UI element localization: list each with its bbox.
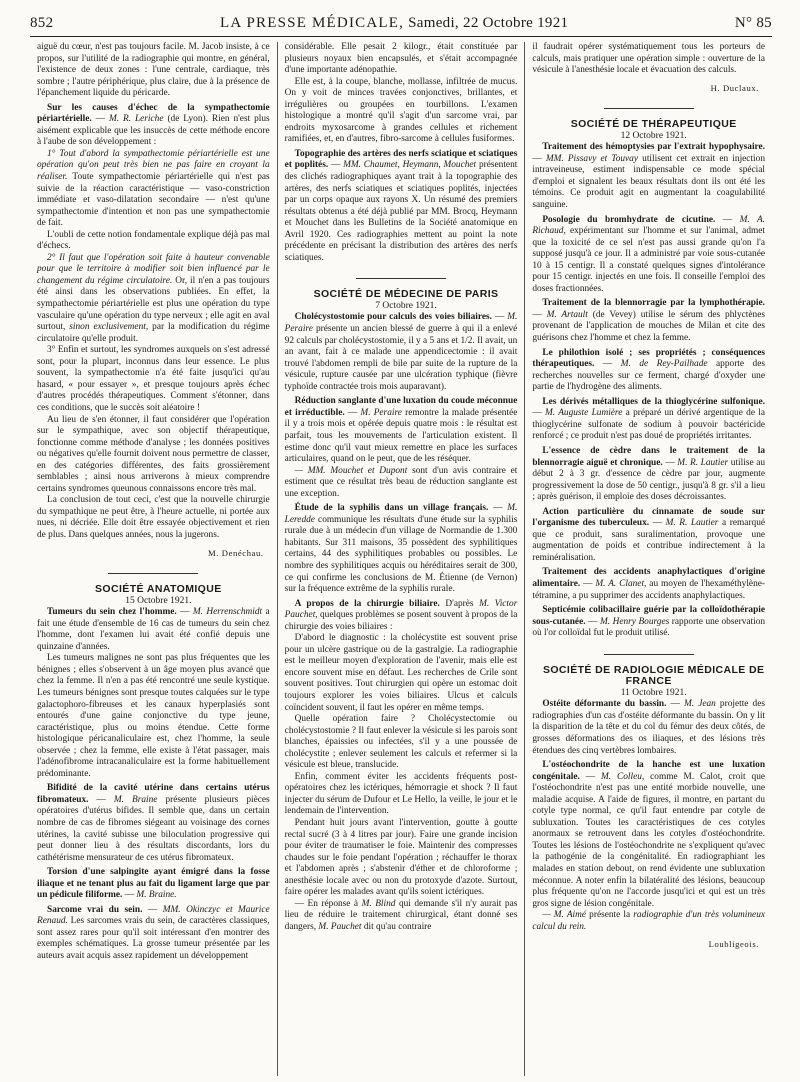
- paragraph: Quelle opération faire ? Cholécystectomie ou cholécystostomie ? Il faut enlever la vésicule si les parois sont blanches, épaissies ou infectées, s'il y a une poussée de cholécystite ; enlever seulement les calculs et refermer si la vésicule est bleue, translucide.: [284, 714, 518, 771]
- emphasis: radiographie d'un très volumineux calcul du rein.: [532, 910, 766, 932]
- communication-title: Action particulière du cinnamate de soude sur l'organisme des tuberculeux.: [532, 506, 766, 529]
- paragraph: Elle est, à la coupe, blanche, mollasse, infiltrée de mucus. On y voit de minces travées conjonctives, brillantes, et irrégulières ou groupées en tourbillons. L'examen histologique a montré qu'il s'agit d'un sarcome vrai, par endroits myxosarcome à grandes cellules et richement ramifiées, et, en d'autres, fibro-sarcome à cellules fusiformes.: [284, 76, 518, 145]
- communication-text: communique les résultats d'une étude sur la syphilis rurale due à un médecin d'un village de Normandie de 1.300 habitants. Sur 311 maisons, 35 possèdent des syphilitiques certains, 44 des syphilitiques probables ou possibles. Le nombre des syphilitiques acquis ou héréditaires serait de 300, ce qui confirme les conclusions de M. Étienne (de Vernon) sur la fréquence extrême de la syphilis rurale.: [284, 514, 518, 595]
- signature: Loubligeois.: [708, 939, 760, 950]
- paragraph-text: Or, il n'en a pas toujours été ainsi dans les observations publiées. En effet, la sympathectomie périartérielle est plus une opération du type vasculaire qu'une opération du type nerveux ; elle agit en aval surtout,: [37, 275, 270, 333]
- communication-title: Tumeurs du sein chez l'homme.: [47, 607, 177, 618]
- communication-title: Traitement des accidents anaphylactiques d'origine alimentaire.: [532, 567, 766, 589]
- communication-sarcome: Sarcome vrai du sein. — MM. Okinczyc et Maurice Renaud. Les sarcomes vrais du sein, de caractères classiques, sont assez rares pour qu'il soit intéressant d'en montrer des exemples schématiques. La grosse tumeur présentée par les auteurs avait acquis assez rapidement un développement: [37, 904, 270, 962]
- paragraph-text: qui demande s'il n'y aurait pas lieu de réduire le traitement chirurgical, étant donné ses dangers,: [284, 898, 518, 932]
- section-divider: [108, 573, 198, 574]
- paragraph: Les tumeurs malignes ne sont pas plus fréquentes que les bénignes ; elles s'observent à un âge moyen plus avancé que chez la femme. Il n'en a pas été rencontré une seule kystique. Les tumeurs bénignes sont presque toutes calquées sur le type galactophoro-fibreuses et les canaux hyperplasiés sont entourés d'une gaine conjonctive du type jeune, caractéristique, plus ou moins étendue. Cette forme histologique péricanaliculaire est, chez l'homme, la seule observée ; chez la femme, elle existe à l'état passager, mais l'adénofibrome intracanaliculaire est la forme habituellement prédominante.: [37, 653, 270, 779]
- paragraph: considérable. Elle pesait 2 kilogr., était constituée par plusieurs noyaux bien encapsulés, et s'était accompagnée d'une importante adénopathie.: [284, 42, 518, 76]
- communication-text: présente un ancien blessé de guerre à qui il a enlevé 92 calculs par cholécystostomie, il y a 5 ans et 1/2. Il avait, un an avant, fait à ce malade une appendicectomie : il avait trouvé l'abdomen rempli de bile par suite de la rupture de la vésicule, rupture causée par une ulcération typhique (fièvre typhoïde contractée trois mois auparavant).: [284, 324, 518, 392]
- communication-text: présentent des clichés radiographiques ayant trait à la topographie des artères, des nerfs sciatiques et sciatiques poplités, injectées par un corps opaque aux rayons X. Un résumé des premiers résultats obtenus a été déjà publié par MM. Brocq, Heymann et Mouchet dans les Bulletins de la Société anatomique en Avril 1920. Ces radiographies mettent au point la note précédente en précisant la distribution des artères des nerfs sciatiques.: [284, 160, 518, 263]
- paragraph-text: par la modification du régime circulatoire qu'elle produit.: [37, 322, 270, 344]
- communication-author: MM. Pissavy et Touvay: [545, 153, 639, 164]
- communication-text: quelques problèmes se posent souvent à propos de la chirurgie des voies biliaires :: [284, 610, 518, 632]
- article-columns: [30, 42, 772, 1076]
- communication-topographie: Topographie des artères des nerfs sciatique et sciatiques et poplités. — MM. Chaumet, Heymann, Mouchet présentent des clichés radiographiques ayant trait à la topographie des artères, des nerfs sciatiques et sciatiques poplités, injectées par un corps opaque aux rayons X. Un résumé des premiers résultats obtenus a été déjà publié par MM. Brocq, Heymann et Mouchet dans les Bulletins de la Société anatomique en Avril 1920. Ces radiographies mettent au point la note précédente en précisant la distribution des artères des nerfs sciatiques.: [284, 148, 518, 263]
- page-header: [30, 10, 772, 37]
- paragraph-text: sont d'un avis contraire et estiment que ce résultat très beau de réduction sanglante est une exception.: [284, 465, 518, 499]
- signature: H. Duclaux.: [710, 82, 760, 93]
- communication-text: comme M. Calot, croit que l'ostéochondrite n'est pas une entité morbide nouvelle, une maladie acquise. A l'aide de figures, il montre, en partant du cotyle type normal, ce qu'il faut entendre par cotyle de subluxation. Toutes les caractéristiques de ces cotyles anormaux se retrouvent dans les cotyles d'ostéochondrite. Toutes les lésions de l'ostéochondrite ne s'expliquent qu'avec la pathogénie de la congénitalité. En radiographiant les malades en station debout, on rend évidente une subluxation méconnue. A noter enfin la bilatéralité des lésions, beaucoup plus fréquente qu'on ne l'accorde jusqu'ici et qui est un très gros signe de lésion congénitale.: [532, 771, 766, 909]
- communication-luxation: Réduction sanglante d'une luxation du coude méconnue et irréductible. — M. Peraire remontre la malade présentée il y a trois mois et opérée depuis quatre mois : le résultat est parfait, tous les mouvements de l'articulation existent. Il estime donc qu'il vaut mieux remettre en place les surfaces articulaires, quand on le peut, que de les réséquer.: [284, 396, 518, 465]
- paragraph-text: dit qu'au contraire: [363, 921, 432, 932]
- communication-cinnamate: Action particulière du cinnamate de soude sur l'organisme des tuberculeux. — M. R. Lautier a remarqué que ce produit, sans suralimentation, provoque une augmentation de poids et contribue indirectement à la reminéralisation.: [532, 506, 766, 563]
- communication-text: utilise au début 2 à 3 gr. d'essence de cèdre par jour, augmente progressivement la dose de 50 centigr., jusqu'à 8 gr. s'il a lieu ; après guérison, il emploie des doses décroissantes.: [532, 457, 766, 503]
- communication-text: présente plusieurs pièces opératoires d'utérus bifides. Il semble que, dans un certain nombre de cas de fibromes siégeant au voisinage des cornes utérines, la cavité subisse une biloculation progressive qui peut donner lieu à des résultats discordants, lors du cathétérisme mensurateur de ces utérus fibromateux.: [37, 794, 270, 863]
- communication-title: Posologie du bromhydrate de cicutine.: [542, 214, 716, 225]
- paragraph: il faudrait opérer systématiquement tous les porteurs de calculs, mais pratiquer une opération simple : ouverture de la vésicule à l'anesthésie locale et évacuation des calculs.: [532, 42, 766, 76]
- communication-title: L'ostéochondrite de la hanche est une luxation congénitale.: [532, 760, 766, 782]
- paragraph-text: Toute sympathectomie périartérielle qui n'est pas suivie de la réaction caractéristique — vaso-constriction immédiate et vaso-dilatation secondaire — n'est qu'une sympathectomie d'intention et non pas une sympathectomie de fait.: [37, 172, 270, 229]
- communication-title: Traitement de la blennorragie par la lymphothérapie.: [542, 298, 766, 309]
- paragraph: Au lieu de s'en étonner, il faut considérer que l'opération sur le sympathique, avec son objectif thérapeutique, fonctionne comme méthode d'analyse ; les données positives ou négatives qu'elle fournit doivent nous permettre de classer, en des catégories différentes, des faits grossièrement semblables ; ainsi nous arriverons à mieux comprendre certains syndromes queunous connaissons encore très mal.: [37, 414, 270, 494]
- section-date: 15 Octobre 1921.: [125, 595, 192, 606]
- communication-text: projette des radiographies d'un cas d'ostéite déformante du bassin. On y lit la disparition de la tête et du col du fémur des deux côtés, de grosses déformations des os iliaques, et des lésions très étendues des cinq vertèbres lombaires.: [532, 699, 766, 756]
- communication-title: Torsion d'une salpingite ayant émigré dans la fosse iliaque et ne tenant plus au fait du ligament large que par un pédicule filiforme.: [37, 867, 270, 901]
- communication-septicemie: Septicémie colibacillaire guérie par la colloïdothérapie sous-cutanée. — M. Henry Bourges rapporte une observation où l'or colloïdal fut le produit utilisé.: [532, 605, 766, 639]
- communication-title: Bifidité de la cavité utérine dans certains utérus fibromateux.: [37, 783, 270, 805]
- communication-cicutine: Posologie du bromhydrate de cicutine. — M. A. Richaud, expérimentant sur l'homme et sur l'animal, admet que la toxicité de ce sel n'est pas aussi grande qu'on l'a supposé jusqu'à ce jour. Il a administré par voie sous-cutanée 10 à 15 centigr. Il a constaté quelques signes d'intolérance pour 15 centigr. injectés en une fois. Il conseille l'emploi des doses fractionnées.: [532, 214, 766, 294]
- communication-text: utilisent cet extrait en injection intraveineuse, estiment indispensable ce mode spécial d'emploi et signalent les beaux résultats dont ils ont été les témoins. Ce produit agit en augmentant la coagulabilité sanguine.: [532, 153, 766, 211]
- communication-author: M. Auguste Lumière: [544, 408, 623, 419]
- section-title: SOCIÉTÉ ANATOMIQUE: [95, 583, 222, 596]
- communication-title: Traitement des hémoptysies par l'extrait hypophysaire.: [542, 142, 766, 153]
- communication-osteite: Ostéite déformante du bassin. — M. Jean projette des radiographies d'un cas d'ostéite déformante du bassin. On y lit la disparition de la tête et du col du fémur des deux côtés, de grosses déformations des os iliaques, et des lésions très étendues des cinq vertèbres lombaires.: [532, 699, 766, 756]
- communication-text: Les sarcomes vrais du sein, de caractères classiques, sont assez rares pour qu'il soit intéressant d'en montrer des exemples schématiques. La grosse tumeur présentée par les auteurs avait acquis assez rapidement un développement: [37, 916, 270, 962]
- communication-author: M. Colleu,: [600, 771, 645, 782]
- paragraph: [532, 910, 765, 933]
- communication-author: M. de Rey-Pailhade: [620, 359, 708, 370]
- communication-text: au moyen de l'hexaméthylène-tétramine, a pu supprimer des accidents anaphylactiques.: [532, 578, 766, 601]
- section-title: SOCIÉTÉ DE THÉRAPEUTIQUE: [570, 118, 737, 131]
- communication-author: — MM. Mouchet et Dupont: [294, 465, 408, 476]
- paragraph: D'abord le diagnostic : la cholécystite est souvent prise pour un ulcère gastrique ou de la gastralgie. La radiographie est le meilleur moyen d'exploration de l'avenir, mais elle est encore souvent mise en défaut. Les recherches de Crile sont souvent positives. Tout chirurgien qui opère un estomac doit toujours explorer les voies biliaires. Ulcus et calculs coïncident souvent, il faut les opérer en même temps.: [284, 633, 518, 713]
- paragraph: 3° Enfin et surtout, les syndromes auxquels on s'est adressé sont, pour la plupart, inconnus dans leur essence. Le plus souvent, la sympathectomie n'a été faite jusqu'ici qu'au hasard, « pour essayer », et presque toujours après échec d'autres procédés thérapeutiques. Comment s'étonner, dans ces conditions, que le succès soit aléatoire !: [37, 345, 270, 413]
- communication-title: Topographie des artères des nerfs sciatique et sciatiques et poplités.: [284, 148, 518, 171]
- communication-title: Étude de la syphilis dans un village français.: [294, 503, 489, 514]
- communication-title: Sarcome vrai du sein.: [47, 904, 143, 915]
- paragraph: L'oubli de cette notion fondamentale explique déjà pas mal d'échecs.: [37, 229, 270, 252]
- communication-author: M. R. Leriche: [108, 114, 164, 125]
- communication-author: M. R. Lautier: [677, 457, 729, 468]
- communication-text: apporte des recherches nouvelles sur ce ferment, chargé d'oxyder une partie de l'hydrogène des aliments.: [532, 359, 766, 393]
- communication-author: M. Pauchet: [318, 921, 362, 932]
- communication-author: M. Braine.: [136, 890, 177, 901]
- column-3: [524, 42, 772, 1076]
- communication-text: (de Vevey) utilise le sérum des phlyctènes provenant de l'application de mouches de Milan et cite des guérisons chez l'homme et chez la femme.: [532, 309, 766, 344]
- communication-title: Ostéite déformante du bassin.: [542, 699, 667, 710]
- communication-author: MM. Chaumet, Heymann, Mouchet: [343, 160, 477, 171]
- communication-author: M. A. Clanet,: [595, 578, 647, 589]
- column-1: [30, 42, 277, 1076]
- communication-cholecystostomie: Cholécystostomie pour calculs des voies biliaires. — M. Peraire présente un ancien blessé de guerre à qui il a enlevé 92 calculs par cholécystostomie, il y a 5 ans et 1/2. Il avait, un an avant, fait à ce malade une appendicectomie : il avait trouvé l'abdomen rempli de bile par suite de la rupture de la vésicule, rupture causée par une ulcération typhique (fièvre typhoïde contractée trois mois auparavant).: [284, 312, 518, 392]
- communication-author: M. Leredde: [284, 503, 518, 525]
- communication-author: M. Herrenschmidt: [192, 607, 263, 618]
- communication-cedre: L'essence de cèdre dans le traitement de la blennorragie aiguë et chronique. — M. R. Lautier utilise au début 2 à 3 gr. d'essence de cèdre par jour, augmente progressivement la dose de 50 centigr., jusqu'à 8 gr. s'il a lieu ; après guérison, il emploie des doses décroissantes.: [532, 445, 766, 503]
- paragraph: [285, 466, 518, 501]
- communication-text: a préparé un dérivé argentique de la thioglycérine sulfonate de sodium à pouvoir bactéricide renforcé ; ce produit n'est pas doué de propriétés irritantes.: [532, 408, 766, 442]
- communication-syphilis: Étude de la syphilis dans un village français. — M. Leredde communique les résultats d'une étude sur la syphilis rurale due à un médecin d'un village de Normandie de 1.300 habitants. Sur 311 maisons, 35 possèdent des syphilitiques certains, 44 des syphilitiques probables ou possibles. Le nombre des syphilitiques acquis ou héréditaires serait de 300, ce qui confirme les conclusions de M. Étienne (de Vernon) sur la fréquence extrême de la syphilis rurale.: [284, 503, 518, 595]
- paragraph: Enfin, comment éviter les accidents fréquents post-opératoires chez les ictériques, hémorragie et shock ? Il faut injecter du sérum de Dufour et Le Hello, la veille, le jour et le lendemain de l'intervention.: [284, 771, 518, 817]
- communication-chirurgie-biliaire: [285, 599, 518, 634]
- communication-author: M. Braine: [113, 794, 158, 805]
- section-title: SOCIÉTÉ DE RADIOLOGIE MÉDICALE DE FRANCE: [542, 663, 765, 688]
- communication-author: M. Blind: [361, 898, 396, 909]
- column-2: [277, 42, 525, 1076]
- communication-philothion: Le philothion isolé ; ses propriétés ; conséquences thérapeutiques. — M. de Rey-Pailhade apporte des recherches nouvelles sur ce ferment, chargé d'oxyder une partie de l'hydrogène des aliments.: [532, 347, 766, 393]
- communication-title: L'essence de cèdre dans le traitement de la blennorragie aiguë et chronique.: [532, 445, 766, 468]
- section-title: SOCIÉTÉ DE MÉDECINE DE PARIS: [313, 288, 499, 301]
- communication-author: M. Henry Bourges: [599, 616, 670, 627]
- communication-torsion: Torsion d'une salpingite ayant émigré dans la fosse iliaque et ne tenant plus au fait du ligament large que par un pédicule filiforme. — M. Braine.: [37, 867, 270, 901]
- communication-author: M. Victor Pauchet,: [284, 598, 518, 621]
- communication-title: Sur les causes d'échec de la sympathectomie périartérielle.: [37, 102, 270, 125]
- communication-text: expérimentant sur l'homme et sur l'animal, admet que la toxicité de ce sel n'est pas aussi grande qu'on l'a supposé jusqu'à ce jour. Il a administré par voie sous-cutanée 10 à 15 centigr. Il a constaté quelques signes d'intolérance pour 15 centigr. injectés en une fois. Il conseille l'emploi des doses fractionnées.: [532, 226, 766, 294]
- communication-osteochondrite: L'ostéochondrite de la hanche est une luxation congénitale. — M. Colleu, comme M. Calot, croit que l'ostéochondrite n'est pas une entité morbide nouvelle, une maladie acquise. A l'aide de figures, il montre, en partant du cotyle type normal, ce qu'il faut entendre par cotyle de subluxation. Toutes les caractéristiques de ces cotyles anormaux se retrouvent dans les cotyles d'ostéochondrite. Toutes les lésions de l'ostéochondrite ne s'expliquent qu'avec la pathogénie de la congénitalité. En radiographiant les malades en station debout, on rend évidente une subluxation méconnue. A noter enfin la bilatéralité des lésions, beaucoup plus fréquente qu'on ne l'accorde jusqu'ici et qui est un très gros signe de lésion congénitale.: [532, 760, 766, 909]
- section-date: 12 Octobre 1921.: [620, 130, 687, 141]
- communication-thioglycerine: Les dérivés métalliques de la thioglycérine sulfonique. — M. Auguste Lumière a préparé un dérivé argentique de la thioglycérine sulfonate de sodium à pouvoir bactéricide renforcé ; ce produit n'est pas doué de propriétés irritantes.: [532, 396, 766, 442]
- communication-author: — M. Aimé: [542, 910, 587, 921]
- communication-bifidite: Bifidité de la cavité utérine dans certains utérus fibromateux. — M. Braine présente plusieurs pièces opératoires d'utérus bifides. Il semble que, dans un certain nombre de cas de fibromes siégeant au voisinage des cornes utérines, la cavité subisse une biloculation progressive qui peut donner lieu à des résultats discordants, lors du cathétérisme mensurateur de ces utérus fibromateux.: [37, 783, 270, 863]
- section-date: 11 Octobre 1921.: [620, 687, 687, 698]
- communication-sympathectomie: Sur les causes d'échec de la sympathectomie périartérielle. — M. R. Leriche (de Lyon). Rien n'est plus aisément explicable que les insuccès de cette méthode encore à l'aube de son développement :: [37, 102, 270, 148]
- communication-text: remontre la malade présentée il y a trois mois et opérée depuis quatre mois : le résultat est parfait, tous les mouvements de l'articulation existent. Il estime donc qu'il vaut mieux remettre en place les surfaces articulaires, quand on le peut, que de les réséquer.: [284, 407, 518, 465]
- emphasis: 1° Tout d'abord la sympathectomie périartérielle est une opération qu'on peut très bien ne pas faire en croyant la réaliser.: [37, 148, 270, 183]
- communication-author: M. Peraire: [360, 407, 402, 418]
- paragraph-text: présente la: [589, 910, 631, 921]
- paragraph: [37, 149, 270, 230]
- paragraph: La conclusion de tout ceci, c'est que la nouvelle chirurgie du sympathique ne peut être, à l'heure actuelle, ni portée aux nues, ni décriée. Elle doit être essayée objectivement et rien de plus. Dans quelques années, nous la jugerons.: [37, 495, 270, 540]
- signature: M. Denéchau.: [208, 547, 264, 558]
- communication-author: M. A. Richaud,: [532, 214, 766, 237]
- communication-title: Les dérivés métalliques de la thioglycérine sulfonique.: [542, 396, 766, 407]
- emphasis: sinon exclusivement,: [69, 322, 149, 333]
- paragraph-text: — En réponse à: [294, 898, 359, 909]
- communication-hemoptysies: Traitement des hémoptysies par l'extrait hypophysaire. — MM. Pissavy et Touvay utilisent cet extrait en injection intraveineuse, estiment indispensable ce mode spécial d'emploi et signalent les beaux résultats dont ils ont été les témoins. Ce produit agit en augmentant la coagulabilité sanguine.: [532, 142, 766, 211]
- section-divider: [604, 108, 694, 109]
- communication-author: M. Artault: [546, 309, 588, 320]
- issue-date: Samedi, 22 Octobre 1921: [408, 14, 569, 31]
- communication-text: rapporte une observation où l'or colloïdal fut le produit utilisé.: [532, 616, 766, 639]
- paragraph: [37, 253, 270, 345]
- communication-text: a remarqué que ce produit, sans suralimentation, provoque une augmentation de poids et contribue indirectement à la reminéralisation.: [532, 518, 766, 563]
- page-number: 852: [30, 14, 54, 31]
- communication-author: M. Peraire: [284, 312, 518, 335]
- communication-title: Le philothion isolé ; ses propriétés ; conséquences thérapeutiques.: [532, 347, 766, 370]
- paragraph: Pendant huit jours avant l'intervention, goutte à goutte rectal sucré (3 à 4 litres par jour). Faire une grande incision pour éviter de traumatiser le foie. Maintenir des compresses chaudes sur le foie pendant l'opération ; réchauffer le thorax et l'abdomen après ; s'abstenir d'éther et de chloroforme ; anesthésie locale avec ou non du protoxyde d'azote. Surtout, faire opérer les malades avant qu'ils soient ictériques.: [284, 818, 518, 898]
- communication-title: Réduction sanglante d'une luxation du coude méconnue et irréductible.: [284, 396, 518, 418]
- issue-number: N° 85: [734, 14, 772, 31]
- communication-text: (de Lyon). Rien n'est plus aisément explicable que les insuccès de cette méthode encore à l'aube de son développement :: [37, 114, 270, 148]
- section-date: 7 Octobre 1921.: [375, 300, 437, 311]
- emphasis: 2° Il faut que l'opération soit faite à hauteur convenable pour que le territoire à modifier soit bien influencé par le changement du régime circulatoire.: [37, 252, 270, 286]
- communication-lymphotherapie: Traitement de la blennorragie par la lymphothérapie. — M. Artault (de Vevey) utilise le sérum des phlyctènes provenant de l'application de mouches de Milan et cite des guérisons chez l'homme et chez la femme.: [532, 298, 766, 344]
- paragraph-text: D'après: [445, 598, 474, 609]
- paragraph: [285, 899, 518, 934]
- communication-title: A propos de la chirurgie biliaire.: [294, 598, 440, 609]
- communication-text: a fait une étude d'ensemble de 16 cas de tumeurs du sein chez l'homme, dont l'examen lui avait été confié depuis une quinzaine d'années.: [37, 607, 270, 652]
- journal-name: LA PRESSE MÉDICALE,: [219, 14, 405, 31]
- communication-author: M. R. Lautier: [665, 518, 719, 529]
- section-divider: [356, 278, 446, 279]
- communication-title: Septicémie colibacillaire guérie par la colloïdothérapie sous-cutanée.: [532, 605, 766, 627]
- communication-anaphylaxie: Traitement des accidents anaphylactiques d'origine alimentaire. — M. A. Clanet, au moyen de l'hexaméthylène-tétramine, a pu supprimer des accidents anaphylactiques.: [532, 567, 766, 601]
- communication-author: M. Jean: [683, 699, 716, 710]
- paragraph: aiguë du cœur, n'est pas toujours facile. M. Jacob insiste, à ce propos, sur l'utilité de la radiographie qui montre, en général, l'existence de deux zones : l'une centrale, cardiaque, très sombre ; l'autre périphérique, plus claire, due à la présence de l'épanchement liquide du péricarde.: [37, 42, 270, 99]
- running-title: [220, 15, 568, 32]
- communication-tumeurs: Tumeurs du sein chez l'homme. — M. Herrenschmidt a fait une étude d'ensemble de 16 cas de tumeurs du sein chez l'homme, dont l'examen lui avait été confié depuis une quinzaine d'années.: [37, 607, 270, 652]
- communication-title: Cholécystostomie pour calculs des voies biliaires.: [294, 312, 492, 323]
- communication-author: MM. Okinczyc et Maurice Renaud.: [37, 904, 270, 927]
- section-divider: [604, 654, 694, 655]
